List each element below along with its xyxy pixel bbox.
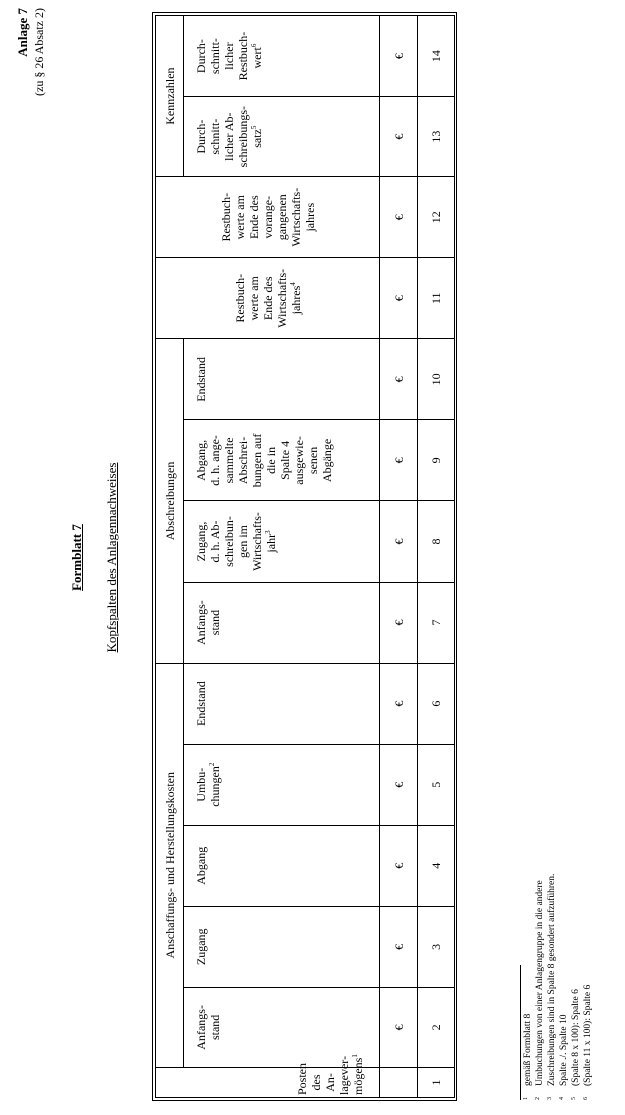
footnote-number: 4 [559,1097,565,1100]
header-line: Restbuch- [236,31,250,81]
column-number: 8 [418,501,455,582]
column-number: 5 [418,744,455,825]
header-line: jahres [288,285,303,315]
footnote-marker: 5 [250,125,258,130]
header-line: schnitt- [208,118,222,155]
currency-cell: € [380,177,418,258]
column-number-row [418,16,455,1098]
header-line: Ende des [246,195,261,240]
currency-cell: € [380,582,418,663]
anlagennachweis-table-frame [152,12,457,1101]
footnote-marker: 1 [351,1054,359,1058]
footnote-text: Spalte ./. Spalte 10 [559,1014,569,1086]
formblatt-title: Formblatt 7 [69,524,84,591]
header-line: chungen [208,766,222,807]
col-11-header [156,258,380,339]
col-9-header [184,420,380,501]
footnote-marker: 2 [208,762,216,767]
footnote-number: 1 [523,1097,529,1100]
header-line: schnitt- [208,38,222,75]
currency-cell: € [380,16,418,97]
footnote-text: (Spalte 11 x 100): Spalte 6 [583,984,593,1086]
column-number: 14 [418,16,455,97]
currency-row [380,16,418,1098]
footnote-marker: 3 [264,530,272,534]
formblatt-subtitle: Kopfspalten des Anlagennachweises [104,462,119,653]
currency-cell: € [380,501,418,582]
footnote-marker: 4 [288,282,297,286]
header-line: vorange- [260,195,275,239]
group-header-row [156,16,184,1098]
currency-cell: € [380,97,418,177]
header-line: Ende des [260,276,275,321]
footnote [582,874,594,1100]
currency-cell: € [380,744,418,825]
column-number: 6 [418,663,455,744]
group-header-abschreibungen: Abschreibungen [156,339,184,663]
header-line: Endstand [194,681,208,726]
column-number: 10 [418,339,455,420]
col-3-header [184,906,380,987]
col-13-header [184,97,380,177]
header-line: bungen auf [250,433,264,488]
header-line: Anfangs- [194,600,208,645]
footnote-number: 5 [571,1097,577,1100]
header-line: sammelte [222,437,236,484]
footnote-text: (Spalte 8 x 100): Spalte 6 [571,989,581,1086]
header-line: Wirtschafts- [274,268,289,328]
header-line: Abgang, [194,439,208,481]
currency-cell-1 [380,1067,418,1097]
header-line: wert [250,47,264,69]
header-line: Anfangs- [194,1005,208,1050]
column-number: 2 [418,987,455,1067]
col-1-header [156,1054,380,1097]
header-line: mögens [351,1057,365,1095]
header-line: jahres [302,202,317,232]
header-line: Abgänge [320,438,334,483]
col-6-header [184,663,380,744]
header-line: Durch- [194,39,208,74]
footnote-marker: 6 [250,43,258,48]
col-10-header [184,339,380,420]
footnote-list [522,874,594,1100]
header-line: Umbu- [194,767,208,802]
header-line: ausgewie- [292,436,306,485]
footnotes [520,874,594,1100]
header-line: werte am [232,195,247,240]
column-number: 4 [418,825,455,906]
col-5-header [184,744,380,825]
header-line: gangenen [274,194,289,241]
column-number: 13 [418,97,455,177]
footnote [522,874,534,1100]
column-number: 9 [418,420,455,501]
footnote-number: 3 [547,1097,553,1100]
header-line: die in [264,446,278,474]
header-line: werte am [246,276,261,321]
header-line: Endstand [194,357,208,402]
header-line: Restbuch- [218,192,233,242]
footnote [534,874,546,1100]
header-line: Durch- [194,119,208,154]
footnote-text: gemäß Formblatt 8 [523,1013,533,1086]
footnote-number: 2 [535,1097,541,1100]
currency-cell: € [380,258,418,339]
header-line: schreibun- [222,516,236,567]
column-number: 1 [418,1067,455,1097]
currency-cell: € [380,987,418,1067]
header-line: Abschrei- [236,436,250,485]
group-header-anschaffungskosten: Anschaffungs- und Herstellungskosten [156,663,184,1067]
header-line: schreibungs- [236,106,250,168]
column-number: 7 [418,582,455,663]
header-line: des An- [309,1073,337,1092]
column-number: 12 [418,177,455,258]
header-line: Zugang [194,928,208,966]
col-14-header [184,16,380,97]
header-line: Posten [295,1062,309,1095]
header-line: licher [222,42,236,70]
anlage-title: Anlage 7 [15,8,30,57]
col-8-header [184,501,380,582]
header-line: satz [250,129,264,148]
footnote-text: Umbuchungen von einer Anlagengruppe in die andere [535,880,545,1086]
footnote [546,874,558,1100]
header-line: gen im [236,524,250,558]
header-line: Spalte 4 [278,440,292,480]
col-7-header [184,582,380,663]
header-line: Abgang [194,846,208,885]
header-line: Wirtschafts- [250,512,264,571]
header-line: lagever- [337,1055,351,1095]
footnote [570,874,582,1100]
footnote-rule [520,965,521,1100]
column-number: 3 [418,906,455,987]
currency-cell: € [380,339,418,420]
group-header-kennzahlen: Kennzahlen [156,16,184,177]
header-line: licher Ab- [222,112,236,161]
column-number: 11 [418,258,455,339]
header-line: Wirtschafts- [288,187,303,247]
header-line: d. h. ange- [208,435,222,486]
currency-cell: € [380,663,418,744]
header-line: Restbuch- [232,273,247,323]
currency-cell: € [380,906,418,987]
anlage-subtitle: (zu § 26 Absatz 2) [32,8,46,96]
header-line: senen [306,446,320,475]
header-line: d. h. Ab- [208,520,222,563]
currency-cell: € [380,825,418,906]
footnote-text: Zuschreibungen sind in Spalte 8 gesondert aufzuführen. [547,873,557,1086]
anlagennachweis-table [155,15,455,1098]
footnote [558,874,570,1100]
header-line: jahr [264,533,278,553]
header-line: stand [208,1014,222,1041]
header-line: Zugang, [194,521,208,562]
col-12-header [156,177,380,258]
col-4-header [184,825,380,906]
footnote-number: 6 [583,1097,589,1100]
header-line: stand [208,609,222,636]
currency-cell: € [380,420,418,501]
